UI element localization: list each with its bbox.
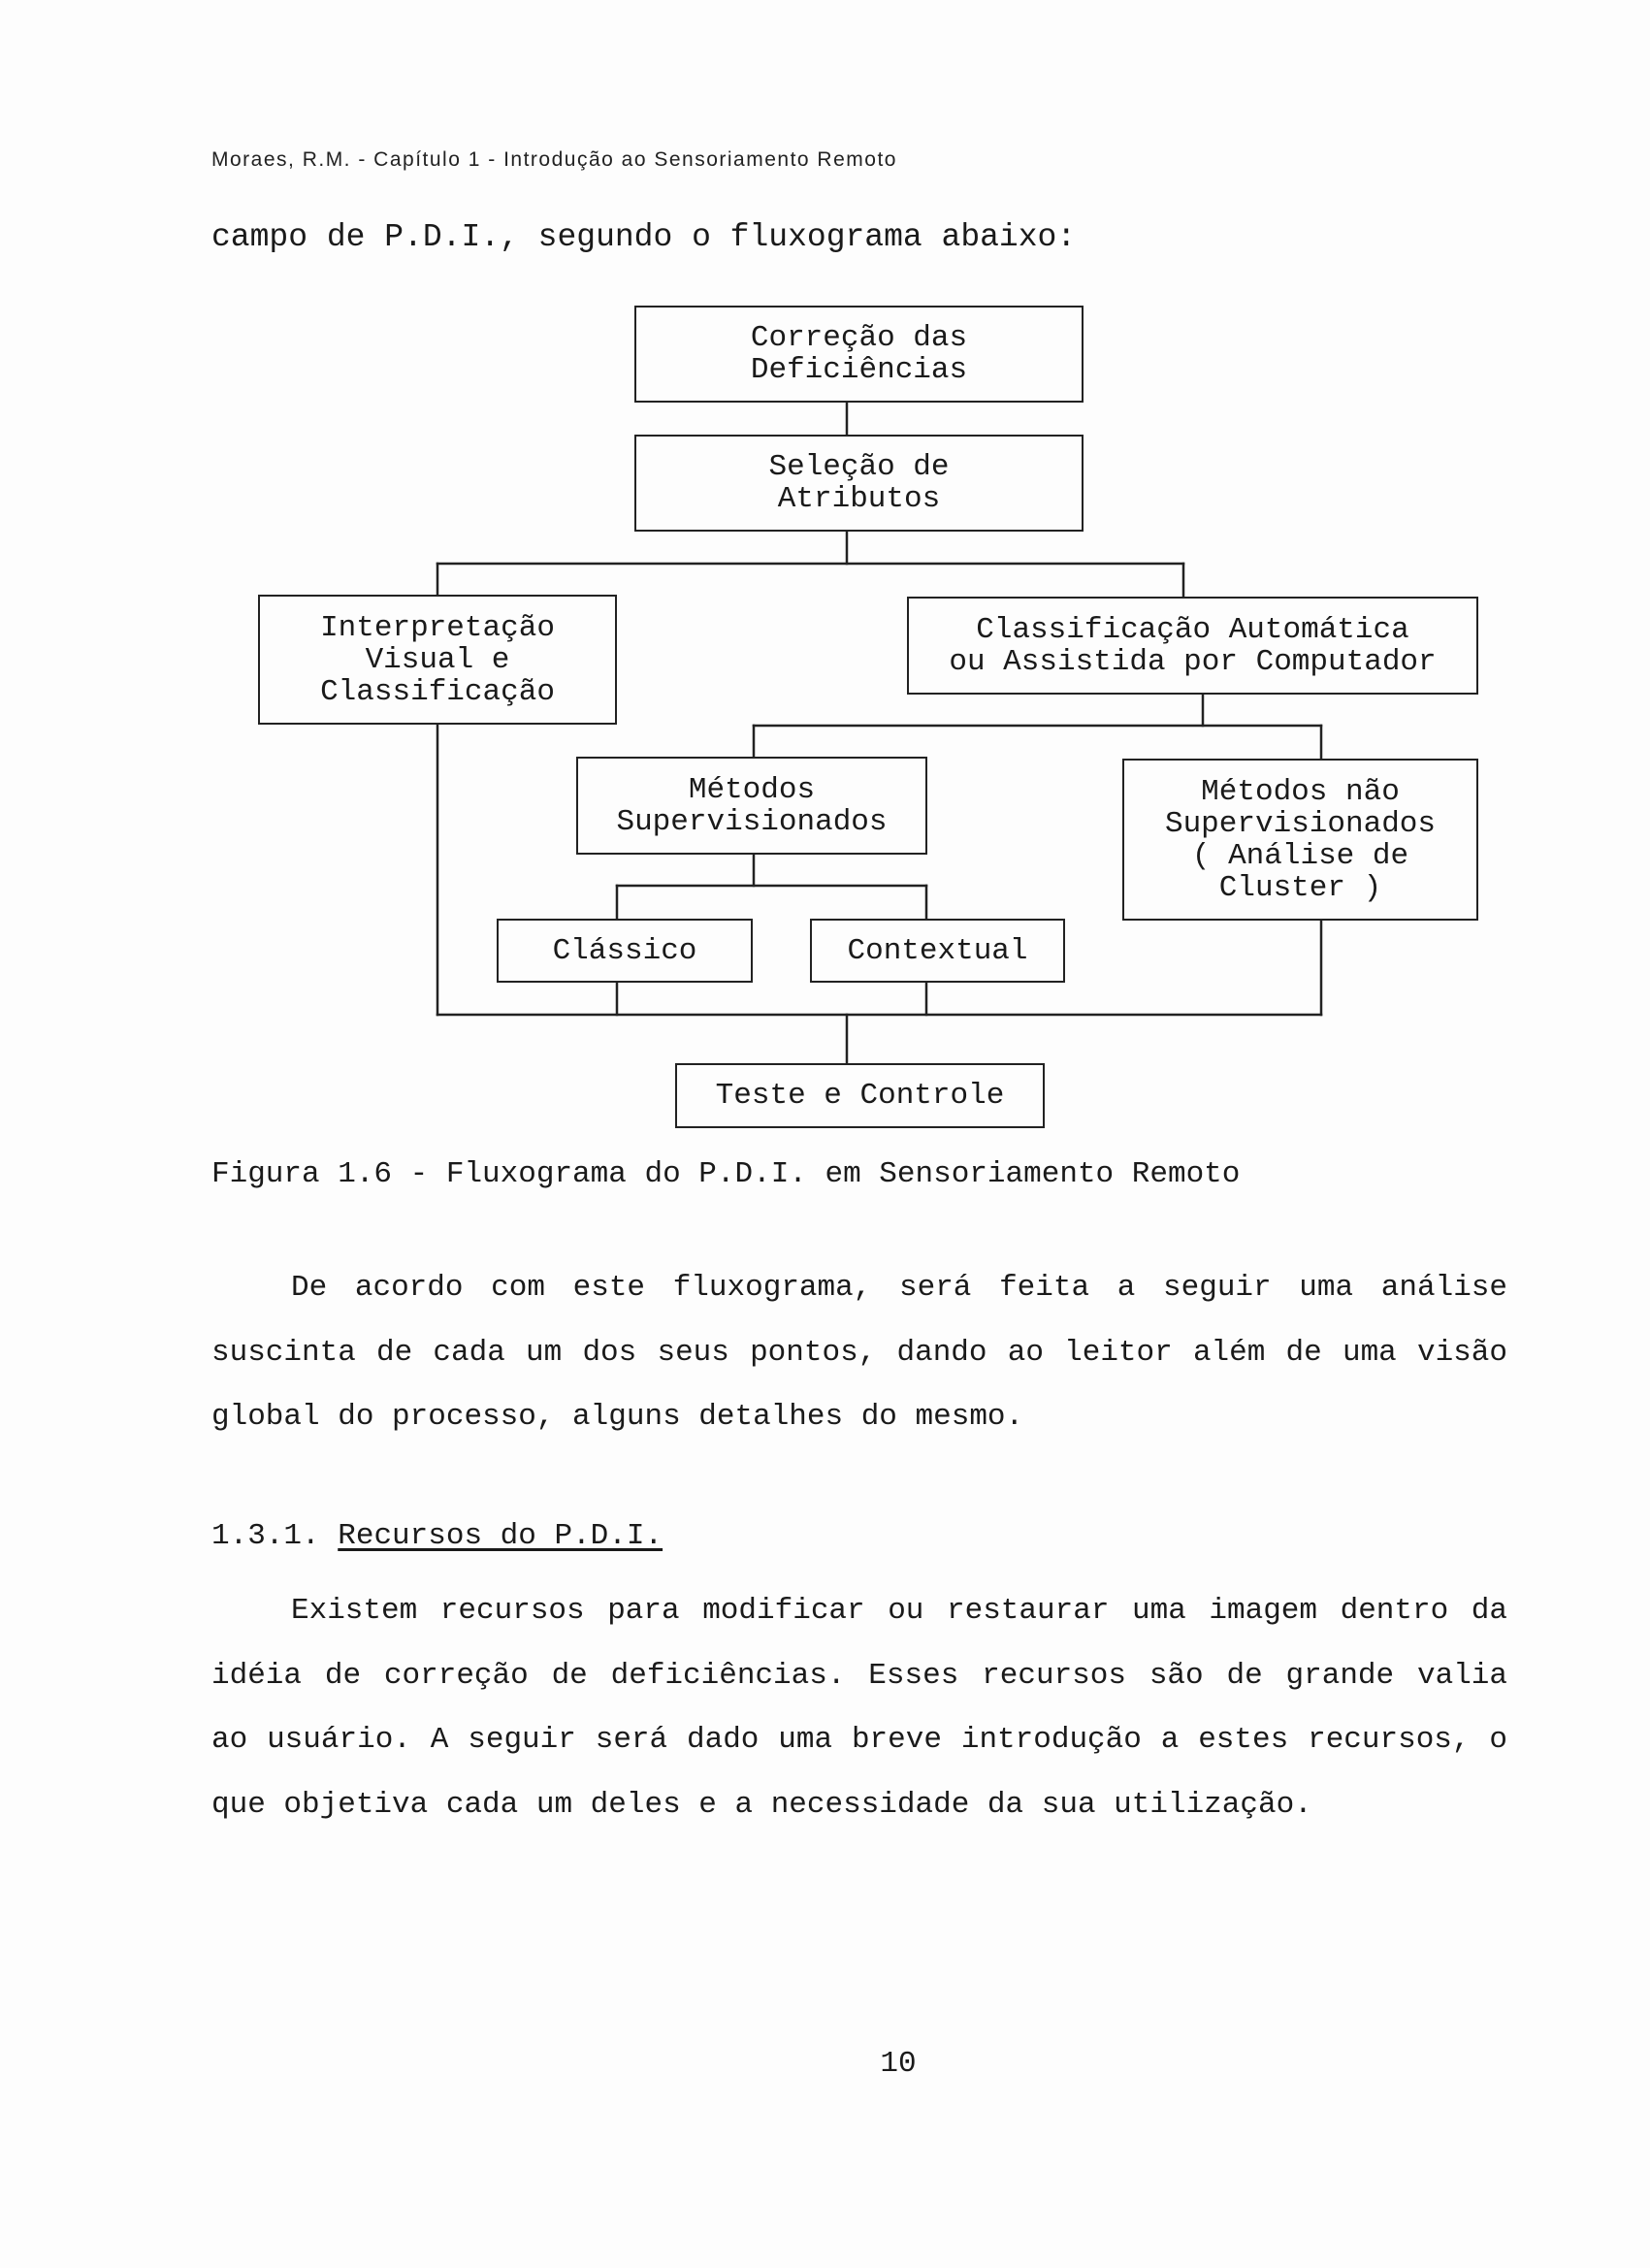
body-paragraph: De acordo com este fluxograma, será feita a seguir uma análise suscinta de cada um dos seus pontos, dando ao leitor além de uma visão global do processo, alguns detalhes do mesmo. — [211, 1271, 1507, 1434]
node-metodos-nao-supervisionados: Métodos não Supervisionados ( Análise de Cluster ) — [1122, 759, 1478, 921]
body-paragraph: Existem recursos para modificar ou restaurar uma imagem dentro da idéia de correção de deficiências. Esses recursos são de grande valia ao usuário. A seguir será dado uma breve introdução a estes recursos, o que objetiva cada um deles e a necessidade da sua utilização. — [211, 1594, 1507, 1822]
node-classico: Clássico — [497, 919, 753, 983]
node-classificacao-automatica: Classificação Automática ou Assistida por Computador — [907, 597, 1478, 695]
section-title: Recursos do P.D.I. — [338, 1519, 663, 1553]
running-header: Moraes, R.M. - Capítulo 1 - Introdução ao Sensoriamento Remoto — [211, 148, 897, 171]
node-correcao-deficiencias: Correção das Deficiências — [634, 306, 1084, 403]
section-heading — [211, 1519, 663, 1553]
page-number: 10 — [880, 2047, 917, 2081]
node-teste-controle: Teste e Controle — [675, 1063, 1045, 1128]
node-interpretacao-visual: Interpretação Visual e Classificação — [258, 595, 617, 725]
node-selecao-atributos: Seleção de Atributos — [634, 435, 1084, 532]
section-number: 1.3.1. — [211, 1519, 320, 1553]
intro-text: campo de P.D.I., segundo o fluxograma abaixo: — [211, 219, 1077, 255]
node-contextual: Contextual — [810, 919, 1065, 983]
node-metodos-supervisionados: Métodos Supervisionados — [576, 757, 927, 855]
figure-caption: Figura 1.6 - Fluxograma do P.D.I. em Sensoriamento Remoto — [211, 1157, 1241, 1191]
